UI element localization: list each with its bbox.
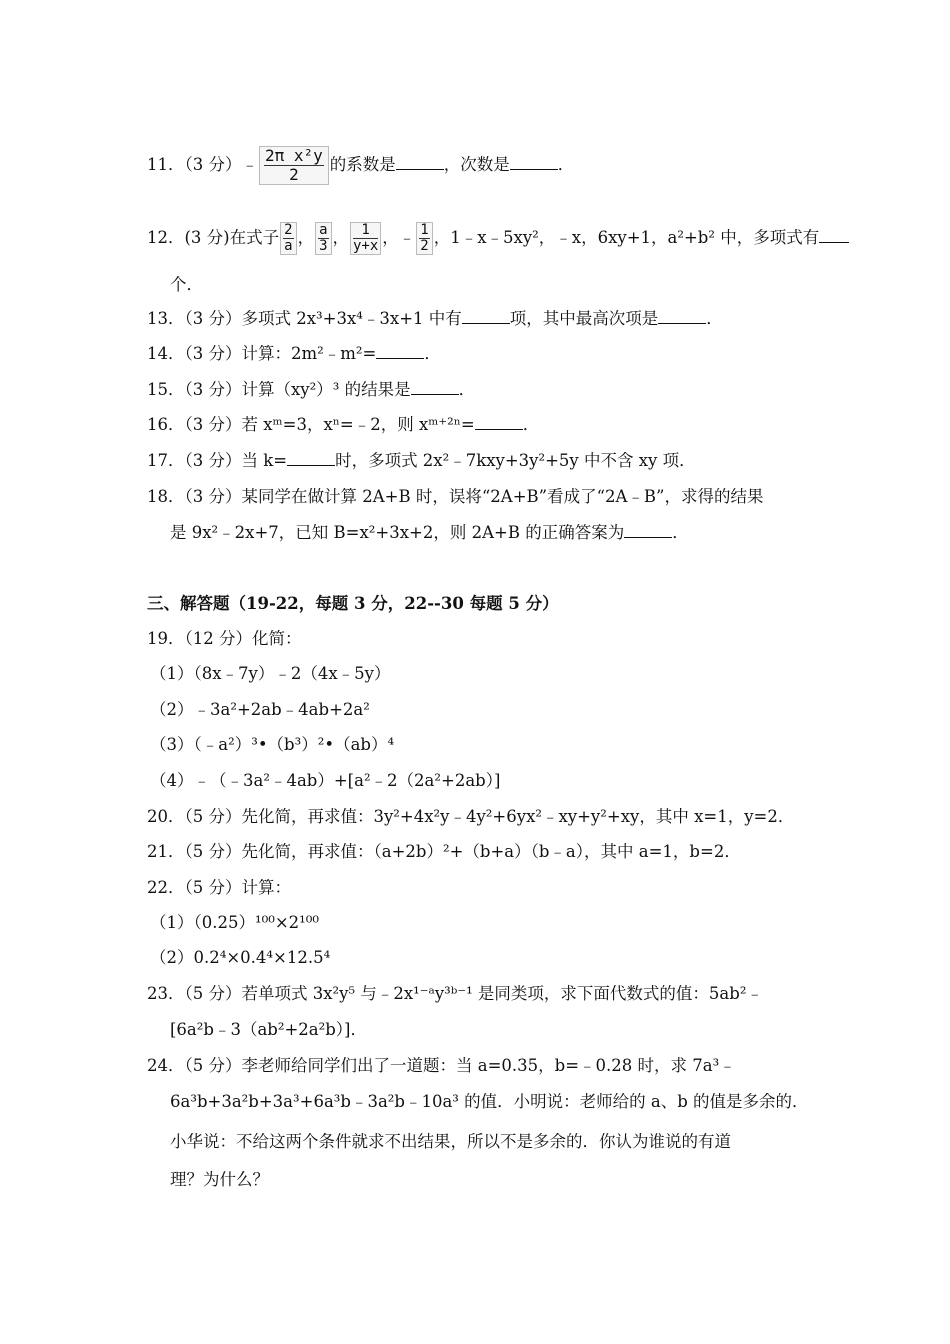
q18-line1: 18．（3 分）某同学在做计算 2A+B 时，误将“2A+B”看成了“2A﹣B”，求得的结果 xyxy=(147,487,764,506)
q18-line2: 是 9x²﹣2x+7，已知 B=x²+3x+2，则 2A+B 的正确答案为 xyxy=(170,523,625,542)
q12-separator: ，﹣ xyxy=(382,228,416,247)
question-15 xyxy=(147,378,475,402)
q19-title: 19．（12 分）化简： xyxy=(147,629,302,648)
q12-rest: ，1﹣x﹣5xy²，﹣x，6xy+1，a²+b² 中，多项式有 xyxy=(433,228,820,247)
q11-mid2: ，次数是 xyxy=(443,155,510,174)
q11-frac-numerator: 2π x²y xyxy=(265,146,323,165)
q24-line3: 小华说：不给这两个条件就求不出结果，所以不是多余的．你认为谁说的有道 xyxy=(170,1132,731,1151)
q24-line1: 24．（5 分）李老师给同学们出了一道题：当 a=0.35，b=﹣0.28 时，求 7a³﹣ xyxy=(147,1056,736,1075)
question-17 xyxy=(147,449,696,473)
answer-blank xyxy=(475,415,523,430)
answer-blank xyxy=(462,309,510,324)
q19-part1: （1）（8x﹣7y）﹣2（4x﹣5y） xyxy=(150,664,391,683)
q13-end: ． xyxy=(706,309,723,328)
answer-blank xyxy=(819,228,849,243)
q14-end: ． xyxy=(424,344,441,363)
frac-numerator: a xyxy=(319,222,328,238)
answer-blank xyxy=(658,309,706,324)
q15-text: 15．（3 分）计算（xy²）³ 的结果是 xyxy=(147,380,411,399)
q11-end: ． xyxy=(557,155,575,174)
q12-fraction-2 xyxy=(315,222,331,255)
answer-blank xyxy=(396,155,444,170)
q12-prefix: 12．(3 分)在式子 xyxy=(147,228,280,247)
frac-numerator: 1 xyxy=(353,223,378,239)
q12-fraction-4 xyxy=(416,222,432,255)
q17-text: 17．（3 分）当 k= xyxy=(147,451,288,470)
q12-line2: 个． xyxy=(170,275,203,294)
q12-fraction-1 xyxy=(280,222,296,255)
question-13 xyxy=(147,307,723,331)
question-21: 21．（5 分）先化简，再求值：（a+2b）²+（b+a）（b﹣a），其中 a=1，b=2． xyxy=(147,842,741,861)
question-14 xyxy=(147,342,441,366)
q16-text: 16．（3 分）若 xᵐ=3，xⁿ=﹣2，则 xᵐ⁺²ⁿ= xyxy=(147,415,475,434)
question-11 xyxy=(147,146,574,185)
frac-numerator: 2 xyxy=(284,222,293,238)
question-18-line2 xyxy=(170,521,689,545)
answer-blank xyxy=(287,451,335,466)
q22-part1: （1）（0.25）¹⁰⁰×2¹⁰⁰ xyxy=(150,913,319,932)
frac-denominator: 2 xyxy=(420,238,429,254)
q22-part2: （2）0.2⁴×0.4⁴×12.5⁴ xyxy=(150,948,331,967)
q22-title: 22．（5 分）计算： xyxy=(147,878,291,897)
q16-end: ． xyxy=(522,415,540,434)
frac-denominator: y+x xyxy=(353,238,379,254)
frac-denominator: a xyxy=(284,238,293,254)
q12-fraction-3 xyxy=(350,222,381,255)
question-20: 20．（5 分）先化简，再求值：3y²+4x²y﹣4y²+6yx²﹣xy+y²+xy，其中 x=1，y=2． xyxy=(147,807,795,826)
q23-line2: [6a²b﹣3（ab²+2a²b）]． xyxy=(170,1020,367,1039)
frac-numerator: 1 xyxy=(420,222,429,238)
q18-end: ． xyxy=(672,523,689,542)
q13-text: 13．（3 分）多项式 2x³+3x⁴﹣3x+1 中有 xyxy=(147,309,462,328)
frac-denominator: 3 xyxy=(319,238,328,254)
question-16 xyxy=(147,413,539,437)
q24-line2: 6a³b+3a²b+3a³+6a³b﹣3a²b﹣10a³ 的值．小明说：老师给的 a、b 的值是多余的． xyxy=(170,1092,809,1111)
question-12: 12．(3 分)在式子 $\frac{2}{a}$ ， $\frac{a}{3}$ ， $\frac{1}{y+x}$ ，﹣ $\frac{1}{2}$ ，1﹣x﹣5xy²，﹣x，6xy+1，a²+b² 中，多项式有 xyxy=(147,222,849,255)
q11-mid: 的系数是 xyxy=(329,155,396,174)
q19-part3: （3）（﹣a²）³•（b³）²•（ab）⁴ xyxy=(150,735,395,754)
q14-text: 14．（3 分）计算：2m²﹣m²= xyxy=(147,344,377,363)
answer-blank xyxy=(510,155,558,170)
q11-frac-denominator: 2 xyxy=(289,165,299,184)
q11-prefix: 11．（3 分）﹣ xyxy=(147,155,258,174)
answer-blank xyxy=(411,380,459,395)
q23-line1: 23．（5 分）若单项式 3x²y⁵ 与﹣2x¹⁻ᵃy³ᵇ⁻¹ 是同类项，求下面代数式的值：5ab²﹣ xyxy=(147,984,763,1003)
q19-part4: （4）﹣（﹣3a²﹣4ab）+[a²﹣2（2a²+2ab）] xyxy=(150,771,501,790)
q11-fraction xyxy=(259,146,329,185)
answer-blank xyxy=(376,344,424,359)
answer-blank xyxy=(624,523,672,538)
q19-part2: （2）﹣3a²+2ab﹣4ab+2a² xyxy=(150,700,370,719)
q13-mid: 项，其中最高次项是 xyxy=(509,309,659,328)
q24-line4: 理？为什么？ xyxy=(170,1170,269,1189)
q17-rest: 时，多项式 2x²﹣7kxy+3y²+5y 中不含 xy 项． xyxy=(335,451,696,470)
section-heading: 三、解答题（19-22，每题 3 分，22--30 每题 5 分） xyxy=(147,594,559,613)
q15-end: ． xyxy=(458,380,476,399)
